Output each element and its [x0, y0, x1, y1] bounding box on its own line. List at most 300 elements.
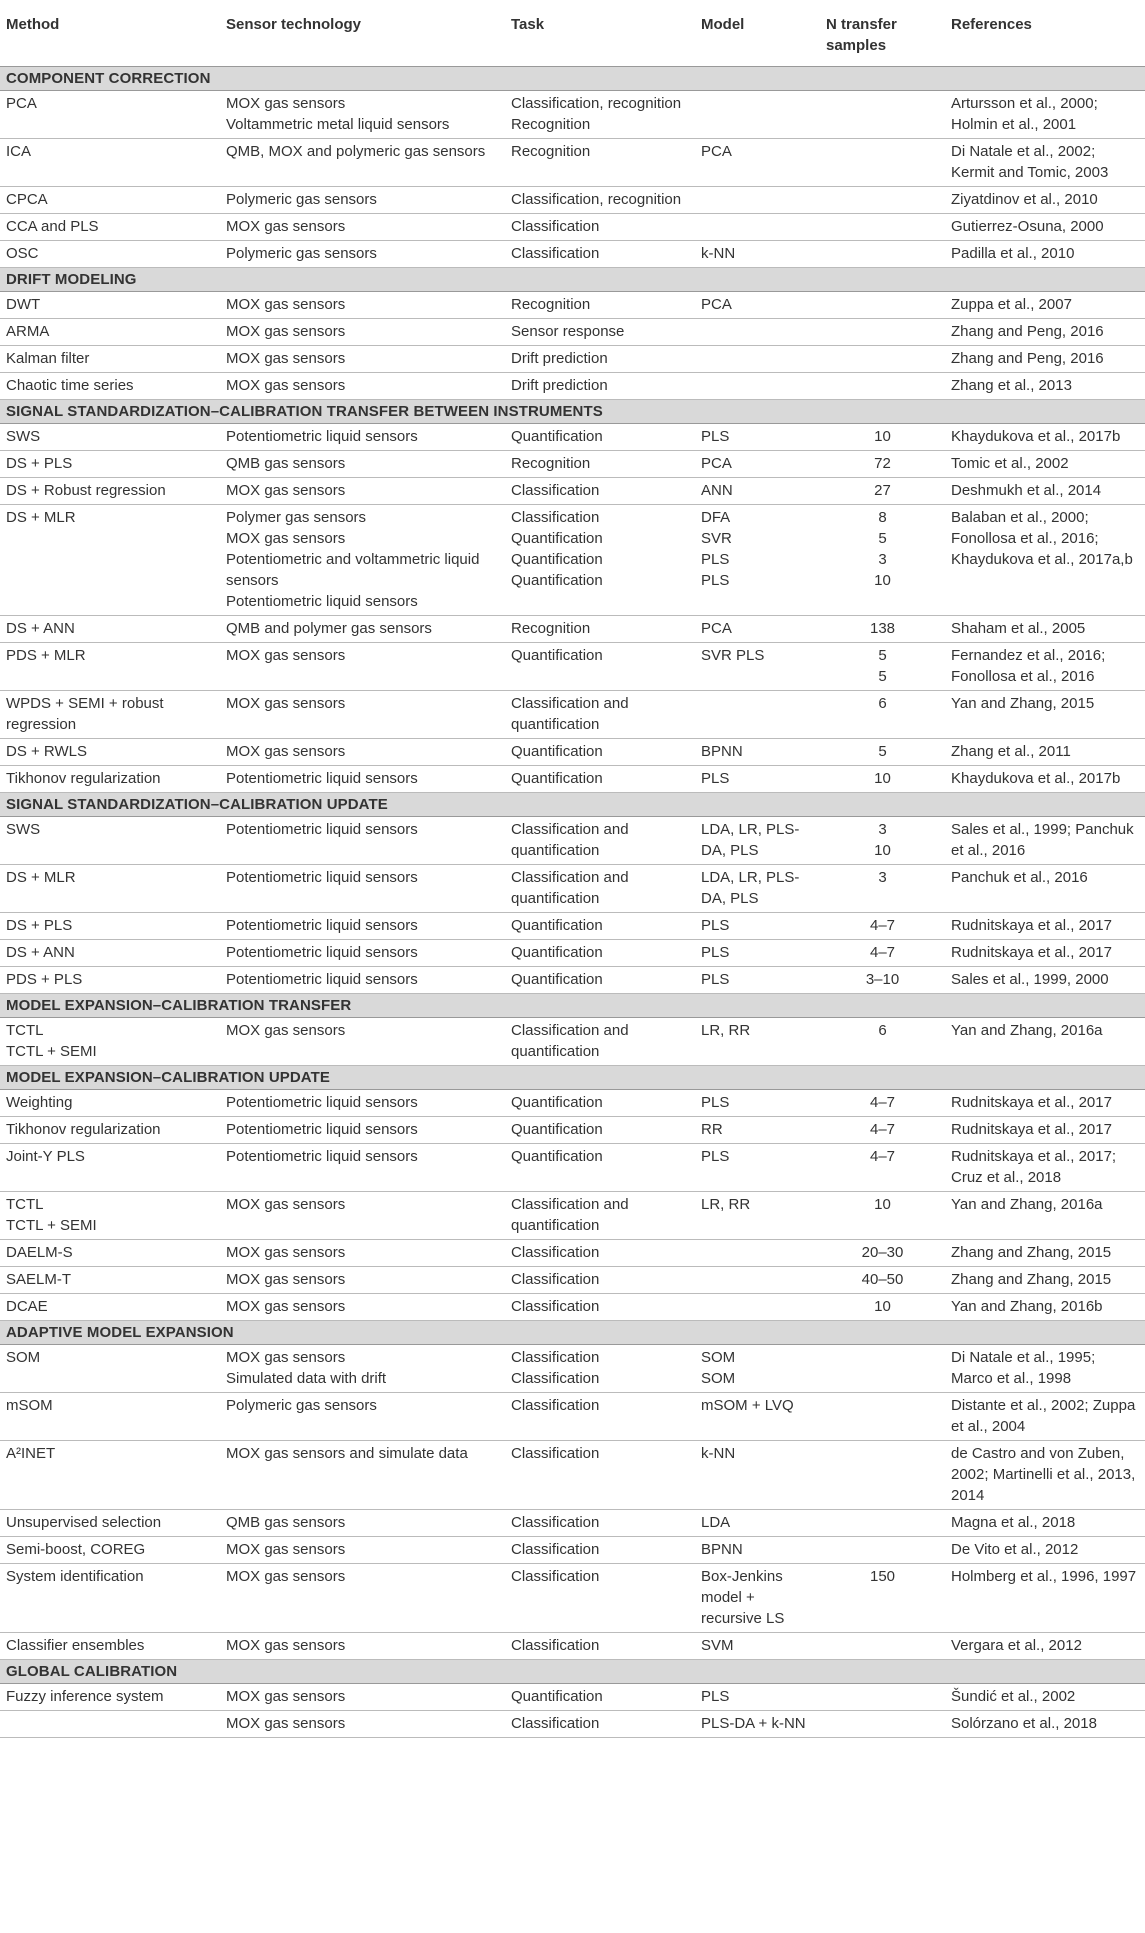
- cell-n-transfer-samples-line: 10: [874, 1298, 891, 1315]
- cell-references-line: Yan and Zhang, 2016b: [951, 1298, 1103, 1315]
- section-title: ADAPTIVE MODEL EXPANSION: [0, 1321, 1145, 1345]
- cell-task-line: Classification: [511, 1370, 600, 1387]
- table-row: [0, 424, 1145, 451]
- cell-sensor-technology-line: MOX gas sensors: [226, 350, 346, 367]
- cell-references: [945, 739, 1145, 766]
- cell-sensor-technology: [220, 1345, 505, 1393]
- section-header-row: [0, 994, 1145, 1018]
- cell-n-transfer-samples-line: 10: [874, 572, 891, 589]
- cell-task: [505, 1537, 695, 1564]
- cell-references-line: Yan and Zhang, 2015: [951, 695, 1095, 712]
- cell-sensor-technology-line: MOX gas sensors: [226, 1541, 346, 1558]
- section-title: COMPONENT CORRECTION: [0, 67, 1145, 91]
- cell-task: [505, 1090, 695, 1117]
- cell-n-transfer-samples-line: 4–7: [869, 917, 896, 934]
- cell-sensor-technology-line: MOX gas sensors: [226, 323, 346, 340]
- cell-method-line: Unsupervised selection: [6, 1514, 162, 1531]
- cell-references: [945, 691, 1145, 739]
- cell-method-line: DAELM-S: [6, 1244, 73, 1261]
- cell-task-line: Classification and quantification: [511, 695, 629, 733]
- section-title: MODEL EXPANSION–CALIBRATION TRANSFER: [0, 994, 1145, 1018]
- header-row: [0, 10, 1145, 67]
- cell-task-line: Classification: [511, 509, 600, 526]
- cell-n-transfer-samples: [820, 346, 945, 373]
- table-row: [0, 691, 1145, 739]
- cell-n-transfer-samples-line: 27: [874, 482, 891, 499]
- cell-n-transfer-samples-line: 40–50: [861, 1271, 904, 1288]
- cell-sensor-technology: [220, 292, 505, 319]
- cell-task-line: Quantification: [511, 1688, 603, 1705]
- cell-references-line: Marco et al., 1998: [951, 1370, 1072, 1387]
- cell-references: [945, 1537, 1145, 1564]
- table-row: [0, 1240, 1145, 1267]
- cell-references: [945, 478, 1145, 505]
- cell-references-line: Di Natale et al., 2002;: [951, 143, 1096, 160]
- cell-method-line: CCA and PLS: [6, 218, 99, 235]
- cell-n-transfer-samples: [820, 1633, 945, 1660]
- cell-model: [695, 424, 820, 451]
- cell-method-line: CPCA: [6, 191, 48, 208]
- cell-model-line: PLS: [701, 971, 730, 988]
- cell-n-transfer-samples: [820, 187, 945, 214]
- cell-model-line: PLS: [701, 944, 730, 961]
- cell-task-line: Classification: [511, 1349, 600, 1366]
- cell-task: [505, 1294, 695, 1321]
- cell-references: [945, 1441, 1145, 1510]
- cell-method-line: DS + Robust regression: [6, 482, 166, 499]
- cell-method: [0, 1240, 220, 1267]
- cell-references-line: Shaham et al., 2005: [951, 620, 1086, 637]
- cell-sensor-technology: [220, 817, 505, 865]
- cell-model-line: PLS: [701, 917, 730, 934]
- cell-model: [695, 505, 820, 616]
- cell-sensor-technology: [220, 214, 505, 241]
- cell-sensor-technology-line: MOX gas sensors: [226, 743, 346, 760]
- cell-method-line: DS + ANN: [6, 620, 75, 637]
- cell-method-line: ICA: [6, 143, 32, 160]
- cell-references-line: Solórzano et al., 2018: [951, 1715, 1097, 1732]
- cell-sensor-technology: [220, 139, 505, 187]
- cell-sensor-technology-line: MOX gas sensors: [226, 1022, 346, 1039]
- cell-model-line: PCA: [701, 143, 732, 160]
- cell-model-line: SOM: [701, 1349, 736, 1366]
- cell-references-line: Khaydukova et al., 2017b: [951, 428, 1121, 445]
- cell-model-line: PCA: [701, 455, 732, 472]
- cell-sensor-technology: [220, 913, 505, 940]
- cell-task-line: Classification and quantification: [511, 821, 629, 859]
- cell-sensor-technology: [220, 766, 505, 793]
- cell-model-line: DFA: [701, 509, 731, 526]
- cell-sensor-technology: [220, 1510, 505, 1537]
- cell-task: [505, 478, 695, 505]
- cell-sensor-technology-line: MOX gas sensors and simulate data: [226, 1445, 468, 1462]
- cell-task: [505, 643, 695, 691]
- cell-model-line: PCA: [701, 296, 732, 313]
- cell-sensor-technology: [220, 1441, 505, 1510]
- cell-task-line: Classification: [511, 218, 600, 235]
- cell-sensor-technology: [220, 1684, 505, 1711]
- cell-model: [695, 1441, 820, 1510]
- cell-method-line: TCTL: [6, 1196, 44, 1213]
- cell-sensor-technology-line: MOX gas sensors: [226, 530, 346, 547]
- cell-sensor-technology: [220, 187, 505, 214]
- cell-references: [945, 241, 1145, 268]
- cell-references-line: Sales et al., 1999, 2000: [951, 971, 1109, 988]
- cell-model-line: PLS: [701, 1094, 730, 1111]
- cell-method: [0, 1192, 220, 1240]
- cell-model: [695, 1240, 820, 1267]
- cell-task: [505, 91, 695, 139]
- table-row: [0, 319, 1145, 346]
- cell-sensor-technology-line: QMB, MOX and polymeric gas sensors: [226, 143, 486, 160]
- cell-task: [505, 319, 695, 346]
- cell-method: [0, 1393, 220, 1441]
- cell-n-transfer-samples-line: 138: [869, 620, 896, 637]
- table-row: [0, 1144, 1145, 1192]
- cell-n-transfer-samples-line: 3: [878, 551, 887, 568]
- cell-references: [945, 1510, 1145, 1537]
- cell-references: [945, 967, 1145, 994]
- cell-method: [0, 1117, 220, 1144]
- cell-n-transfer-samples: [820, 1441, 945, 1510]
- cell-sensor-technology-line: Polymeric gas sensors: [226, 245, 377, 262]
- cell-references: [945, 1711, 1145, 1738]
- cell-references: [945, 865, 1145, 913]
- cell-model: [695, 1633, 820, 1660]
- cell-references: [945, 424, 1145, 451]
- cell-references-line: Di Natale et al., 1995;: [951, 1349, 1096, 1366]
- cell-method: [0, 214, 220, 241]
- cell-references: [945, 139, 1145, 187]
- cell-sensor-technology: [220, 1192, 505, 1240]
- cell-sensor-technology-line: QMB gas sensors: [226, 1514, 346, 1531]
- cell-model-line: BPNN: [701, 743, 743, 760]
- cell-n-transfer-samples: [820, 817, 945, 865]
- cell-references-line: Yan and Zhang, 2016a: [951, 1022, 1103, 1039]
- cell-method: [0, 91, 220, 139]
- cell-sensor-technology: [220, 451, 505, 478]
- cell-references-line: Rudnitskaya et al., 2017: [951, 1121, 1112, 1138]
- cell-task: [505, 187, 695, 214]
- cell-n-transfer-samples: [820, 616, 945, 643]
- cell-model: [695, 139, 820, 187]
- cell-references: [945, 817, 1145, 865]
- cell-sensor-technology: [220, 691, 505, 739]
- cell-references-line: Deshmukh et al., 2014: [951, 482, 1102, 499]
- cell-model: [695, 187, 820, 214]
- cell-task-line: Recognition: [511, 620, 591, 637]
- cell-sensor-technology-line: Potentiometric liquid sensors: [226, 1094, 418, 1111]
- cell-n-transfer-samples-line: 10: [874, 842, 891, 859]
- cell-references: [945, 1267, 1145, 1294]
- cell-sensor-technology: [220, 1711, 505, 1738]
- cell-model: [695, 817, 820, 865]
- header-method: Method: [6, 16, 60, 33]
- cell-n-transfer-samples: [820, 1294, 945, 1321]
- cell-model: [695, 241, 820, 268]
- cell-model: [695, 478, 820, 505]
- table-row: [0, 292, 1145, 319]
- table-row: [0, 1267, 1145, 1294]
- cell-sensor-technology: [220, 478, 505, 505]
- cell-references-line: De Vito et al., 2012: [951, 1541, 1079, 1558]
- cell-references-line: Zhang et al., 2013: [951, 377, 1072, 394]
- cell-n-transfer-samples: [820, 1117, 945, 1144]
- cell-task-line: Classification: [511, 1568, 600, 1585]
- table-row: [0, 940, 1145, 967]
- cell-method: [0, 1144, 220, 1192]
- cell-task-line: Quantification: [511, 530, 603, 547]
- cell-sensor-technology: [220, 424, 505, 451]
- cell-model: [695, 451, 820, 478]
- cell-method-line: SOM: [6, 1349, 41, 1366]
- cell-n-transfer-samples-line: 10: [874, 1196, 891, 1213]
- cell-model: [695, 1267, 820, 1294]
- cell-task: [505, 346, 695, 373]
- cell-references: [945, 1117, 1145, 1144]
- cell-model: [695, 1294, 820, 1321]
- cell-method: [0, 1018, 220, 1066]
- cell-references: [945, 292, 1145, 319]
- cell-task: [505, 1393, 695, 1441]
- cell-n-transfer-samples: [820, 478, 945, 505]
- cell-task-line: Classification: [511, 245, 600, 262]
- cell-task-line: Quantification: [511, 944, 603, 961]
- cell-task: [505, 940, 695, 967]
- cell-method-line: A²INET: [6, 1445, 56, 1462]
- table-row: [0, 1018, 1145, 1066]
- cell-sensor-technology-line: Voltammetric metal liquid sensors: [226, 116, 450, 133]
- cell-task-line: Recognition: [511, 455, 591, 472]
- cell-task: [505, 1117, 695, 1144]
- cell-model: [695, 1564, 820, 1633]
- cell-n-transfer-samples: [820, 1240, 945, 1267]
- cell-sensor-technology-line: MOX gas sensors: [226, 1637, 346, 1654]
- cell-references: [945, 346, 1145, 373]
- cell-task: [505, 1192, 695, 1240]
- cell-n-transfer-samples: [820, 913, 945, 940]
- section-title: DRIFT MODELING: [0, 268, 1145, 292]
- cell-model: [695, 1192, 820, 1240]
- cell-n-transfer-samples: [820, 451, 945, 478]
- cell-references: [945, 643, 1145, 691]
- cell-sensor-technology-line: Polymeric gas sensors: [226, 1397, 377, 1414]
- cell-references: [945, 766, 1145, 793]
- cell-model-line: SVR: [701, 530, 732, 547]
- cell-method-line: Semi-boost, COREG: [6, 1541, 146, 1558]
- table-row: [0, 913, 1145, 940]
- cell-references: [945, 214, 1145, 241]
- cell-sensor-technology: [220, 1090, 505, 1117]
- table-body: [0, 67, 1145, 1738]
- cell-model: [695, 214, 820, 241]
- cell-model-line: SVR PLS: [701, 647, 765, 664]
- cell-task-line: Sensor response: [511, 323, 625, 340]
- cell-sensor-technology: [220, 1267, 505, 1294]
- cell-model: [695, 1537, 820, 1564]
- cell-method-line: DS + MLR: [6, 509, 76, 526]
- cell-method-line: DS + ANN: [6, 944, 75, 961]
- cell-task: [505, 424, 695, 451]
- cell-references-line: Panchuk et al., 2016: [951, 869, 1088, 886]
- cell-n-transfer-samples: [820, 1537, 945, 1564]
- cell-references-line: Rudnitskaya et al., 2017: [951, 1094, 1112, 1111]
- cell-task-line: Quantification: [511, 917, 603, 934]
- cell-task-line: Quantification: [511, 551, 603, 568]
- cell-sensor-technology-line: MOX gas sensors: [226, 1688, 346, 1705]
- cell-references-line: Fernandez et al., 2016;: [951, 647, 1106, 664]
- cell-references: [945, 1192, 1145, 1240]
- cell-model: [695, 292, 820, 319]
- cell-references-line: Gutierrez-Osuna, 2000: [951, 218, 1104, 235]
- cell-task: [505, 1144, 695, 1192]
- cell-references-line: Zhang and Zhang, 2015: [951, 1244, 1112, 1261]
- cell-n-transfer-samples: [820, 91, 945, 139]
- cell-model-line: PLS: [701, 572, 730, 589]
- cell-method: [0, 319, 220, 346]
- cell-task: [505, 1240, 695, 1267]
- table-row: [0, 1393, 1145, 1441]
- cell-n-transfer-samples-line: 72: [874, 455, 891, 472]
- table-row: [0, 739, 1145, 766]
- cell-n-transfer-samples-line: 3: [878, 869, 887, 886]
- cell-method: [0, 940, 220, 967]
- table-row: [0, 1294, 1145, 1321]
- section-header-row: [0, 793, 1145, 817]
- cell-n-transfer-samples: [820, 319, 945, 346]
- cell-sensor-technology: [220, 739, 505, 766]
- cell-sensor-technology-line: Potentiometric liquid sensors: [226, 428, 418, 445]
- cell-model-line: LR, RR: [701, 1022, 751, 1039]
- cell-references-line: Yan and Zhang, 2016a: [951, 1196, 1103, 1213]
- cell-references-line: Holmberg et al., 1996, 1997: [951, 1568, 1137, 1585]
- cell-n-transfer-samples: [820, 1018, 945, 1066]
- cell-sensor-technology-line: Potentiometric liquid sensors: [226, 971, 418, 988]
- cell-task: [505, 373, 695, 400]
- cell-n-transfer-samples-line: 5: [878, 668, 887, 685]
- cell-method-line: SWS: [6, 428, 41, 445]
- cell-model-line: PLS-DA + k-NN: [701, 1715, 806, 1732]
- table-row: [0, 505, 1145, 616]
- cell-n-transfer-samples: [820, 1564, 945, 1633]
- header-sensor-technology: Sensor technology: [226, 16, 362, 33]
- table-row: [0, 187, 1145, 214]
- header-task: Task: [511, 16, 545, 33]
- cell-model-line: PLS: [701, 1148, 730, 1165]
- cell-method: [0, 187, 220, 214]
- table-row: [0, 1684, 1145, 1711]
- table-header: [0, 10, 1145, 67]
- cell-references: [945, 1633, 1145, 1660]
- cell-task: [505, 739, 695, 766]
- cell-method: [0, 1537, 220, 1564]
- cell-model: [695, 1090, 820, 1117]
- cell-sensor-technology-line: Potentiometric liquid sensors: [226, 917, 418, 934]
- cell-sensor-technology: [220, 1564, 505, 1633]
- cell-method-line: TCTL + SEMI: [6, 1043, 97, 1060]
- cell-method: [0, 817, 220, 865]
- cell-model-line: BPNN: [701, 1541, 743, 1558]
- table-row: [0, 1117, 1145, 1144]
- cell-n-transfer-samples-line: 10: [874, 428, 891, 445]
- cell-method: [0, 139, 220, 187]
- cell-method: [0, 766, 220, 793]
- cell-n-transfer-samples: [820, 967, 945, 994]
- cell-sensor-technology-line: MOX gas sensors: [226, 482, 346, 499]
- cell-task: [505, 865, 695, 913]
- cell-method-line: SAELM-T: [6, 1271, 72, 1288]
- table-row: [0, 1537, 1145, 1564]
- cell-model: [695, 865, 820, 913]
- cell-model: [695, 940, 820, 967]
- cell-model-line: PLS: [701, 428, 730, 445]
- cell-model: [695, 967, 820, 994]
- cell-n-transfer-samples-line: 5: [878, 647, 887, 664]
- cell-method: [0, 478, 220, 505]
- cell-task-line: Classification: [511, 1445, 600, 1462]
- cell-n-transfer-samples: [820, 739, 945, 766]
- section-header-row: [0, 268, 1145, 292]
- cell-references-line: Šundić et al., 2002: [951, 1688, 1076, 1705]
- cell-model-line: k-NN: [701, 1445, 736, 1462]
- cell-task-line: Quantification: [511, 428, 603, 445]
- cell-sensor-technology: [220, 940, 505, 967]
- cell-task: [505, 214, 695, 241]
- section-title: SIGNAL STANDARDIZATION–CALIBRATION UPDATE: [0, 793, 1145, 817]
- cell-sensor-technology: [220, 1633, 505, 1660]
- cell-n-transfer-samples: [820, 1192, 945, 1240]
- cell-references: [945, 913, 1145, 940]
- cell-task: [505, 616, 695, 643]
- cell-method: [0, 1564, 220, 1633]
- cell-method-line: mSOM: [6, 1397, 53, 1414]
- cell-references-line: de Castro and von Zuben, 2002; Martinelli et al., 2013, 2014: [951, 1445, 1136, 1504]
- table-row: [0, 1192, 1145, 1240]
- cell-n-transfer-samples: [820, 1510, 945, 1537]
- cell-method: [0, 967, 220, 994]
- cell-sensor-technology-line: Simulated data with drift: [226, 1370, 387, 1387]
- cell-n-transfer-samples-line: 8: [878, 509, 887, 526]
- cell-task-line: Quantification: [511, 1121, 603, 1138]
- cell-method: [0, 292, 220, 319]
- cell-task: [505, 1018, 695, 1066]
- cell-method-line: Weighting: [6, 1094, 73, 1111]
- cell-task-line: Classification and quantification: [511, 1196, 629, 1234]
- cell-n-transfer-samples-line: 150: [869, 1568, 896, 1585]
- cell-n-transfer-samples-line: 10: [874, 770, 891, 787]
- cell-task-line: Classification: [511, 1397, 600, 1414]
- cell-method: [0, 1345, 220, 1393]
- table-row: [0, 1345, 1145, 1393]
- section-title: MODEL EXPANSION–CALIBRATION UPDATE: [0, 1066, 1145, 1090]
- cell-method-line: Tikhonov regularization: [6, 1121, 161, 1138]
- cell-sensor-technology-line: MOX gas sensors: [226, 1271, 346, 1288]
- cell-sensor-technology-line: QMB and polymer gas sensors: [226, 620, 432, 637]
- cell-sensor-technology-line: MOX gas sensors: [226, 1244, 346, 1261]
- cell-method: [0, 1267, 220, 1294]
- cell-model: [695, 739, 820, 766]
- cell-references-line: Zhang and Peng, 2016: [951, 323, 1104, 340]
- cell-references-line: Fonollosa et al., 2016;: [951, 530, 1099, 547]
- table-row: [0, 1090, 1145, 1117]
- cell-references-line: Balaban et al., 2000;: [951, 509, 1089, 526]
- cell-method-line: TCTL: [6, 1022, 44, 1039]
- cell-references-line: Kermit and Tomic, 2003: [951, 164, 1109, 181]
- cell-model: [695, 1117, 820, 1144]
- cell-task-line: Classification: [511, 1298, 600, 1315]
- section-header-row: [0, 67, 1145, 91]
- table-row: [0, 1441, 1145, 1510]
